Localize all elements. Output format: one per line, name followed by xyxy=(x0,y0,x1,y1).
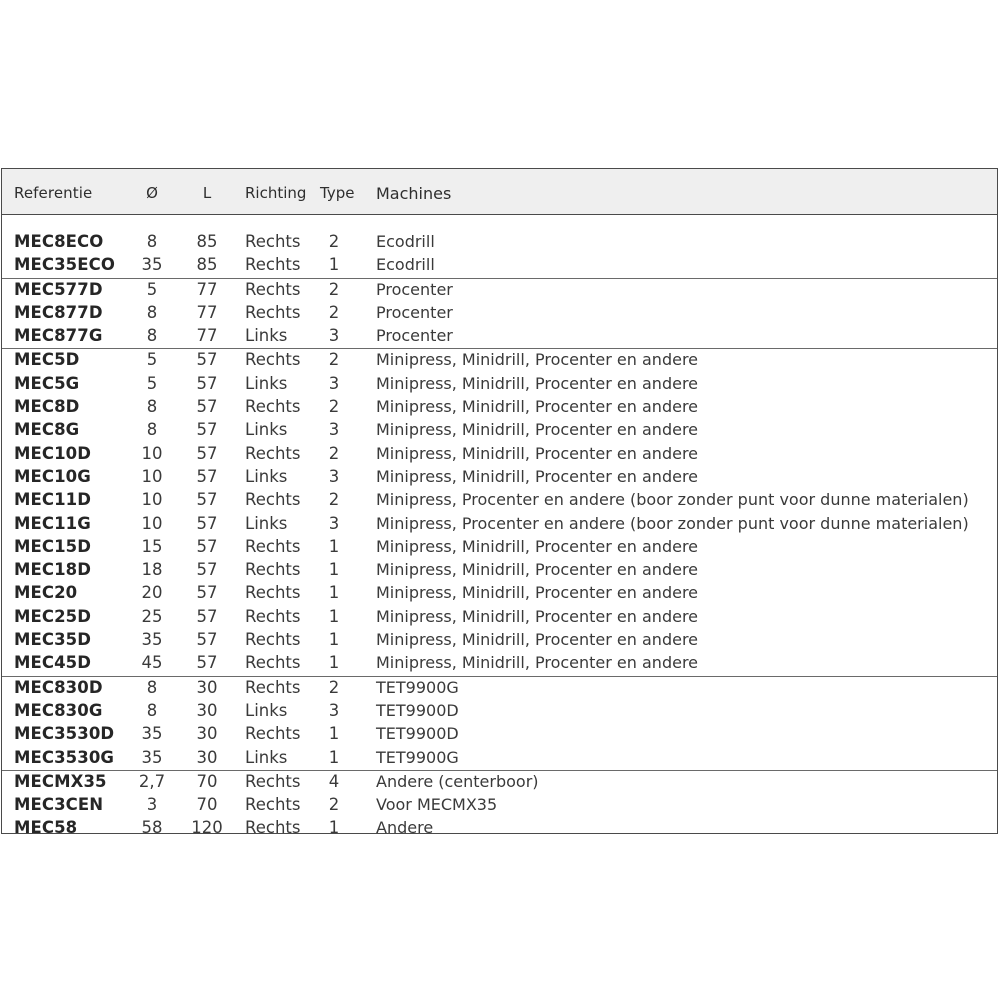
header-length: L xyxy=(202,184,212,202)
table-row xyxy=(2,794,997,817)
cell-richting: Rechts xyxy=(245,397,301,417)
cell-type: 2 xyxy=(328,279,340,299)
table-row xyxy=(2,302,997,325)
cell-machines: Minipress, Minidrill, Procenter en andere xyxy=(376,443,699,463)
cell-referentie: MEC3CEN xyxy=(14,795,104,815)
cell-type: 3 xyxy=(328,513,340,533)
cell-diameter: 35 xyxy=(141,255,163,275)
table-row xyxy=(2,817,997,840)
row-group xyxy=(2,278,997,349)
cell-referentie: MEC25D xyxy=(14,606,92,626)
cell-referentie: MEC11G xyxy=(14,513,91,533)
cell-referentie: MEC35D xyxy=(14,630,92,650)
cell-length: 30 xyxy=(196,677,218,697)
cell-type: 1 xyxy=(328,724,340,744)
cell-type: 1 xyxy=(328,747,340,767)
cell-machines: Procenter xyxy=(376,279,453,299)
cell-machines: Minipress, Minidrill, Procenter en andere xyxy=(376,350,699,370)
cell-diameter: 8 xyxy=(146,232,158,251)
cell-diameter: 5 xyxy=(146,373,158,393)
table-row xyxy=(2,254,997,277)
row-group xyxy=(2,231,997,278)
table-row xyxy=(2,396,997,419)
table-row xyxy=(2,723,997,746)
cell-richting: Links xyxy=(245,700,288,720)
cell-referentie: MEC45D xyxy=(14,653,92,673)
cell-machines: Minipress, Minidrill, Procenter en andere xyxy=(376,397,699,417)
cell-referentie: MEC10G xyxy=(14,466,91,486)
cell-machines: Andere xyxy=(376,818,434,838)
table-body xyxy=(2,215,997,841)
cell-diameter: 3 xyxy=(146,795,158,815)
header-diameter: Ø xyxy=(146,184,158,202)
cell-referentie: MEC8ECO xyxy=(14,232,104,251)
cell-type: 3 xyxy=(328,373,340,393)
table-row xyxy=(2,349,997,372)
cell-length: 77 xyxy=(196,302,218,322)
header-referentie: Referentie xyxy=(14,184,93,202)
cell-type: 2 xyxy=(328,795,340,815)
table-row xyxy=(2,606,997,629)
cell-diameter: 8 xyxy=(146,420,158,440)
cell-richting: Rechts xyxy=(245,279,301,299)
cell-machines: Minipress, Procenter en andere (boor zonder punt voor dunne materialen) xyxy=(376,490,969,510)
cell-referentie: MEC8D xyxy=(14,397,80,417)
cell-referentie: MECMX35 xyxy=(14,771,107,791)
cell-richting: Rechts xyxy=(245,232,301,251)
cell-length: 57 xyxy=(196,466,218,486)
cell-type: 2 xyxy=(328,302,340,322)
cell-richting: Rechts xyxy=(245,677,301,697)
cell-richting: Rechts xyxy=(245,255,301,275)
cell-richting: Rechts xyxy=(245,350,301,370)
table-row xyxy=(2,677,997,700)
row-group xyxy=(2,348,997,675)
cell-referentie: MEC8G xyxy=(14,420,80,440)
cell-type: 1 xyxy=(328,606,340,626)
cell-diameter: 35 xyxy=(141,630,163,650)
cell-machines: TET9900G xyxy=(376,677,459,697)
cell-type: 3 xyxy=(328,466,340,486)
header-machines: Machines xyxy=(376,184,452,203)
cell-diameter: 8 xyxy=(146,677,158,697)
cell-diameter: 58 xyxy=(141,818,163,838)
cell-type: 3 xyxy=(328,420,340,440)
table-row xyxy=(2,559,997,582)
cell-machines: Minipress, Minidrill, Procenter en andere xyxy=(376,466,699,486)
cell-length: 57 xyxy=(196,490,218,510)
cell-machines: TET9900G xyxy=(376,747,459,767)
cell-machines: Minipress, Minidrill, Procenter en andere xyxy=(376,420,699,440)
cell-length: 120 xyxy=(191,818,223,838)
cell-referentie: MEC830D xyxy=(14,677,103,697)
table-row xyxy=(2,373,997,396)
cell-diameter: 10 xyxy=(141,443,163,463)
row-group xyxy=(2,770,997,841)
cell-machines: Minipress, Minidrill, Procenter en andere xyxy=(376,630,699,650)
table-row xyxy=(2,489,997,512)
cell-diameter: 20 xyxy=(141,583,163,603)
cell-diameter: 10 xyxy=(141,513,163,533)
cell-diameter: 5 xyxy=(146,350,158,370)
cell-richting: Links xyxy=(245,466,288,486)
cell-length: 70 xyxy=(196,771,218,791)
cell-richting: Rechts xyxy=(245,443,301,463)
cell-richting: Links xyxy=(245,373,288,393)
cell-length: 57 xyxy=(196,536,218,556)
table-row xyxy=(2,231,997,254)
cell-machines: Voor MECMX35 xyxy=(376,795,498,815)
cell-diameter: 8 xyxy=(146,326,158,346)
cell-referentie: MEC577D xyxy=(14,279,103,299)
cell-richting: Rechts xyxy=(245,653,301,673)
cell-length: 57 xyxy=(196,373,218,393)
header-type: Type xyxy=(320,184,355,202)
cell-diameter: 8 xyxy=(146,302,158,322)
table-row xyxy=(2,700,997,723)
cell-richting: Rechts xyxy=(245,302,301,322)
cell-length: 57 xyxy=(196,350,218,370)
cell-machines: Minipress, Minidrill, Procenter en andere xyxy=(376,560,699,580)
cell-diameter: 45 xyxy=(141,653,163,673)
table-row xyxy=(2,419,997,442)
cell-machines: Minipress, Minidrill, Procenter en andere xyxy=(376,653,699,673)
cell-type: 3 xyxy=(328,700,340,720)
cell-diameter: 8 xyxy=(146,397,158,417)
cell-length: 57 xyxy=(196,443,218,463)
cell-referentie: MEC10D xyxy=(14,443,92,463)
cell-length: 30 xyxy=(196,700,218,720)
cell-type: 4 xyxy=(328,771,340,791)
cell-diameter: 35 xyxy=(141,747,163,767)
table-row xyxy=(2,652,997,675)
cell-diameter: 5 xyxy=(146,279,158,299)
cell-richting: Links xyxy=(245,326,288,346)
cell-diameter: 10 xyxy=(141,466,163,486)
table-row xyxy=(2,325,997,348)
cell-machines: Ecodrill xyxy=(376,255,435,275)
cell-type: 1 xyxy=(328,536,340,556)
table-row xyxy=(2,466,997,489)
cell-diameter: 10 xyxy=(141,490,163,510)
cell-richting: Rechts xyxy=(245,630,301,650)
cell-referentie: MEC830G xyxy=(14,700,103,720)
cell-referentie: MEC35ECO xyxy=(14,255,115,275)
cell-type: 2 xyxy=(328,443,340,463)
cell-length: 57 xyxy=(196,583,218,603)
cell-referentie: MEC3530G xyxy=(14,747,115,767)
cell-richting: Rechts xyxy=(245,536,301,556)
cell-richting: Links xyxy=(245,420,288,440)
cell-richting: Links xyxy=(245,513,288,533)
cell-diameter: 2,7 xyxy=(138,771,166,791)
cell-length: 70 xyxy=(196,795,218,815)
cell-referentie: MEC5D xyxy=(14,350,80,370)
cell-referentie: MEC58 xyxy=(14,818,78,838)
row-group xyxy=(2,676,997,770)
cell-type: 2 xyxy=(328,232,340,251)
cell-length: 30 xyxy=(196,724,218,744)
cell-type: 1 xyxy=(328,653,340,673)
cell-length: 77 xyxy=(196,279,218,299)
cell-type: 2 xyxy=(328,677,340,697)
cell-richting: Rechts xyxy=(245,724,301,744)
cell-diameter: 35 xyxy=(141,724,163,744)
cell-referentie: MEC877D xyxy=(14,302,103,322)
table-header xyxy=(2,169,997,215)
cell-machines: Minipress, Procenter en andere (boor zonder punt voor dunne materialen) xyxy=(376,513,969,533)
cell-machines: Minipress, Minidrill, Procenter en andere xyxy=(376,606,699,626)
cell-referentie: MEC11D xyxy=(14,490,92,510)
cell-diameter: 18 xyxy=(141,560,163,580)
cell-richting: Rechts xyxy=(245,583,301,603)
cell-machines: Procenter xyxy=(376,326,453,346)
cell-machines: Procenter xyxy=(376,302,453,322)
cell-diameter: 25 xyxy=(141,606,163,626)
cell-type: 1 xyxy=(328,255,340,275)
cell-length: 57 xyxy=(196,606,218,626)
cell-richting: Rechts xyxy=(245,560,301,580)
table-row xyxy=(2,536,997,559)
cell-richting: Rechts xyxy=(245,818,301,838)
cell-length: 85 xyxy=(196,255,218,275)
table-row xyxy=(2,771,997,794)
cell-richting: Rechts xyxy=(245,795,301,815)
header-richting: Richting xyxy=(245,184,307,202)
cell-type: 1 xyxy=(328,560,340,580)
cell-referentie: MEC20 xyxy=(14,583,78,603)
cell-machines: TET9900D xyxy=(376,700,459,720)
table-row xyxy=(2,629,997,652)
cell-length: 57 xyxy=(196,420,218,440)
cell-type: 2 xyxy=(328,490,340,510)
cell-length: 57 xyxy=(196,560,218,580)
cell-referentie: MEC5G xyxy=(14,373,80,393)
cell-type: 3 xyxy=(328,326,340,346)
cell-diameter: 8 xyxy=(146,700,158,720)
cell-machines: Minipress, Minidrill, Procenter en andere xyxy=(376,536,699,556)
table-row xyxy=(2,279,997,302)
cell-referentie: MEC18D xyxy=(14,560,92,580)
table-row xyxy=(2,747,997,770)
cell-richting: Rechts xyxy=(245,606,301,626)
spec-table xyxy=(1,168,998,838)
cell-richting: Links xyxy=(245,747,288,767)
cell-referentie: MEC15D xyxy=(14,536,92,556)
cell-type: 2 xyxy=(328,397,340,417)
table-row xyxy=(2,582,997,605)
cell-length: 77 xyxy=(196,326,218,346)
cell-machines: Andere (centerboor) xyxy=(376,771,539,791)
cell-type: 1 xyxy=(328,630,340,650)
cell-length: 85 xyxy=(196,232,218,251)
cell-type: 1 xyxy=(328,818,340,838)
cell-length: 57 xyxy=(196,397,218,417)
cell-machines: TET9900D xyxy=(376,724,459,744)
table-row xyxy=(2,443,997,466)
cell-machines: Minipress, Minidrill, Procenter en andere xyxy=(376,583,699,603)
cell-length: 30 xyxy=(196,747,218,767)
cell-richting: Rechts xyxy=(245,771,301,791)
cell-referentie: MEC3530D xyxy=(14,724,115,744)
cell-referentie: MEC877G xyxy=(14,326,103,346)
cell-type: 2 xyxy=(328,350,340,370)
cell-machines: Minipress, Minidrill, Procenter en andere xyxy=(376,373,699,393)
cell-type: 1 xyxy=(328,583,340,603)
cell-machines: Ecodrill xyxy=(376,232,435,251)
cell-length: 57 xyxy=(196,513,218,533)
cell-length: 57 xyxy=(196,630,218,650)
cell-richting: Rechts xyxy=(245,490,301,510)
table-row xyxy=(2,513,997,536)
cell-length: 57 xyxy=(196,653,218,673)
cell-diameter: 15 xyxy=(141,536,163,556)
